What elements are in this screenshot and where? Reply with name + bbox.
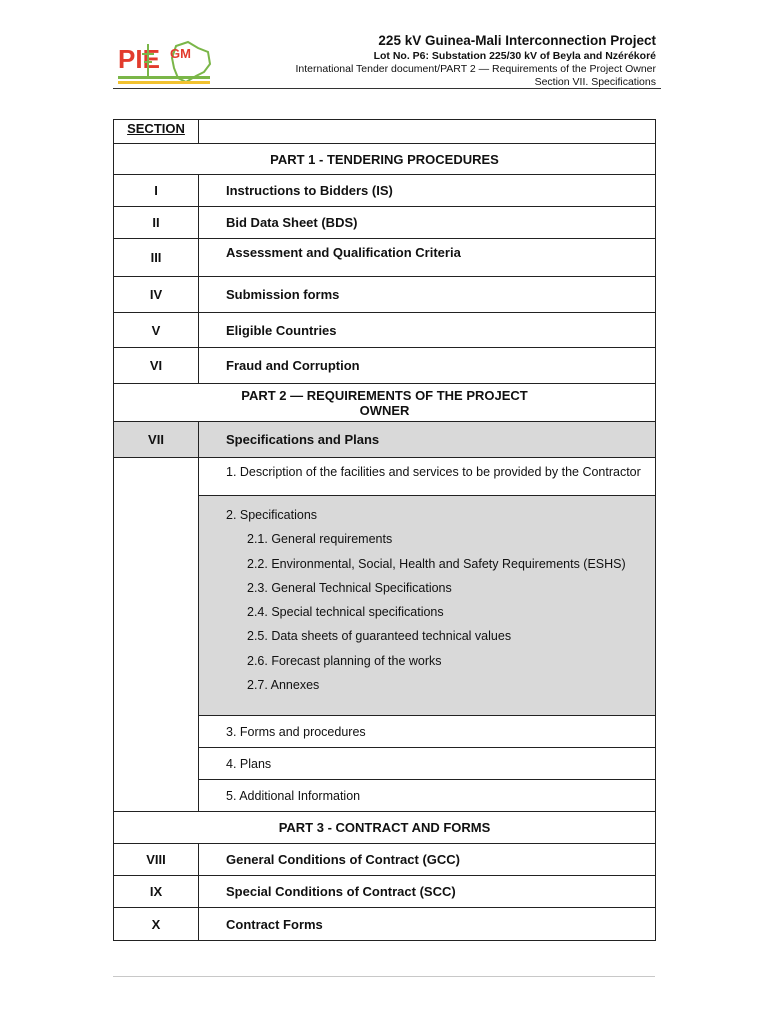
- logo-subtext: GM: [170, 46, 191, 61]
- section-number: X: [114, 908, 199, 941]
- project-title: 225 kV Guinea-Mali Interconnection Project: [378, 33, 656, 48]
- section-title: Instructions to Bidders (IS): [199, 175, 656, 207]
- section-title: Specifications and Plans: [199, 422, 656, 458]
- tender-line: International Tender document/PART 2 — Requirements of the Project Owner: [295, 63, 656, 75]
- toc-table: [113, 119, 656, 941]
- table-header-row: [114, 120, 656, 144]
- section-title: General Conditions of Contract (GCC): [199, 844, 656, 876]
- part2-heading: [114, 384, 656, 422]
- table-row: [114, 313, 656, 348]
- section-title: Assessment and Qualification Criteria: [199, 239, 656, 277]
- spec-subitem: 2.4. Special technical specifications: [247, 605, 444, 620]
- table-row: [114, 844, 656, 876]
- subsection-plans: 4. Plans: [199, 748, 656, 780]
- table-row: [114, 277, 656, 313]
- table-row: [114, 908, 656, 941]
- spec-subitem: 2.2. Environmental, Social, Health and Safety Requirements (ESHS): [247, 556, 626, 571]
- part1-heading: PART 1 - TENDERING PROCEDURES: [114, 144, 656, 175]
- header-rule: [113, 88, 661, 89]
- spec-subitem: 2.3. General Technical Specifications: [247, 580, 452, 595]
- section-number: II: [114, 207, 199, 239]
- section-number: I: [114, 175, 199, 207]
- subsection-additional: 5. Additional Information: [199, 780, 656, 812]
- part2-heading-line2: OWNER: [359, 402, 410, 418]
- spec-subitem: 2.5. Data sheets of guaranteed technical values: [247, 629, 512, 644]
- section-column-header: SECTION: [114, 120, 199, 144]
- section-title: Submission forms: [199, 277, 656, 313]
- spec-subitem: 2.6. Forecast planning of the works: [247, 653, 442, 668]
- spec-subitem: 2.1. General requirements: [247, 532, 393, 547]
- empty-section-cell: [114, 458, 199, 812]
- section-line: Section VII. Specifications: [534, 76, 656, 88]
- section-number: V: [114, 313, 199, 348]
- part2-row: [114, 384, 656, 422]
- part3-heading: PART 3 - CONTRACT AND FORMS: [114, 812, 656, 844]
- lot-line: Lot No. P6: Substation 225/30 kV of Beyla and Nzérékoré: [373, 50, 656, 62]
- table-row: [114, 348, 656, 384]
- table-row: [114, 458, 656, 496]
- part3-row: [114, 812, 656, 844]
- table-row: [114, 876, 656, 908]
- logo-text: PIE: [118, 44, 160, 74]
- table-row: [114, 422, 656, 458]
- section-title: Fraud and Corruption: [199, 348, 656, 384]
- piegm-logo: [118, 38, 213, 90]
- table-row: [114, 239, 656, 277]
- part2-heading-line1: PART 2 — REQUIREMENTS OF THE PROJECT: [241, 387, 528, 403]
- subsection-specifications: 2. Specifications: [226, 508, 318, 522]
- part1-row: [114, 144, 656, 175]
- document-header: [296, 33, 657, 89]
- section-number: VI: [114, 348, 199, 384]
- section-title: Bid Data Sheet (BDS): [199, 207, 656, 239]
- section-number: III: [114, 239, 199, 277]
- section-number: IX: [114, 876, 199, 908]
- spec-subitem: 2.7. Annexes: [247, 678, 320, 693]
- section-title: Special Conditions of Contract (SCC): [199, 876, 656, 908]
- specifications-cell: [199, 496, 656, 716]
- section-number: VII: [114, 422, 199, 458]
- section-number: IV: [114, 277, 199, 313]
- table-row: [114, 207, 656, 239]
- subsection-description: 1. Description of the facilities and services to be provided by the Contractor: [199, 458, 656, 496]
- section-number: VIII: [114, 844, 199, 876]
- section-title: Eligible Countries: [199, 313, 656, 348]
- table-row: [114, 175, 656, 207]
- subsection-forms: 3. Forms and procedures: [199, 716, 656, 748]
- footer-rule: [113, 976, 655, 977]
- section-title: Contract Forms: [199, 908, 656, 941]
